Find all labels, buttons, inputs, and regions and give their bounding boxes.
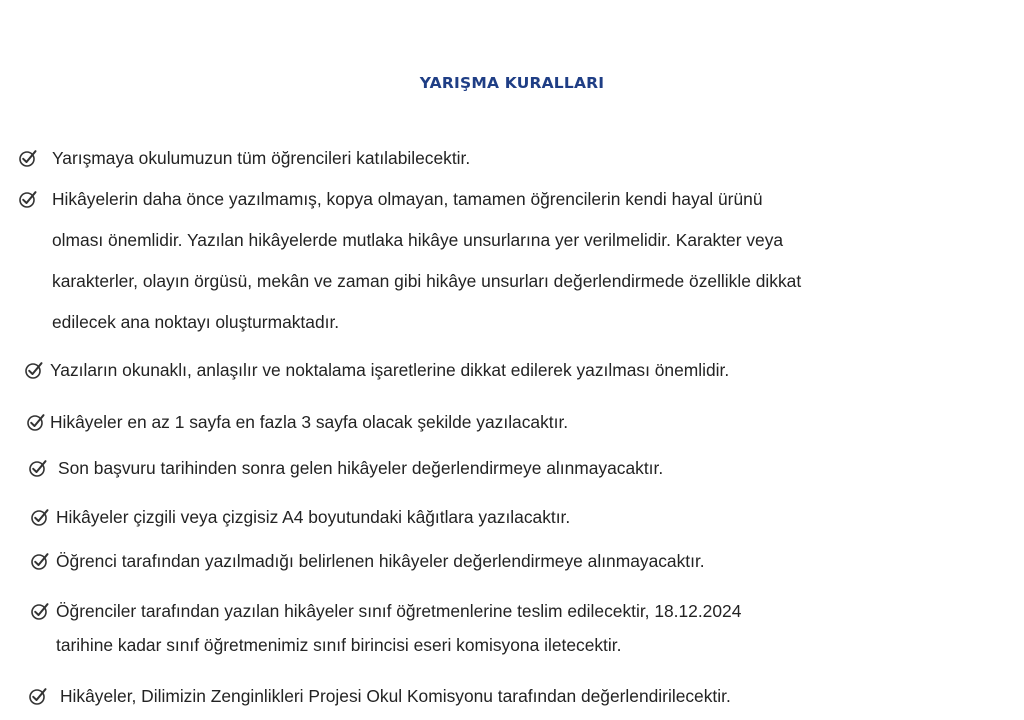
rule-text-line: Hikâyeler çizgili veya çizgisiz A4 boyutundaki kâğıtlara yazılacaktır. bbox=[56, 507, 571, 527]
rule-text-line: olması önemlidir. Yazılan hikâyelerde mutlaka hikâye unsurlarına yer verilmelidir. Karakter veya bbox=[52, 230, 784, 250]
rule-text-line: Hikâyeler, Dilimizin Zenginlikleri Projesi Okul Komisyonu tarafından değerlendirilecektir. bbox=[60, 686, 731, 706]
rule-text-line: Yarışmaya okulumuzun tüm öğrencileri katılabilecektir. bbox=[52, 148, 471, 168]
rule-text-line: Hikâyeler en az 1 sayfa en fazla 3 sayfa olacak şekilde yazılacaktır. bbox=[50, 412, 569, 432]
check-circle-icon bbox=[26, 412, 46, 432]
rule-text-line: karakterler, olayın örgüsü, mekân ve zaman gibi hikâye unsurları değerlendirmede özellikle dikkat bbox=[52, 271, 802, 291]
check-circle-icon bbox=[30, 507, 50, 527]
rule-text-line: Öğrenci tarafından yazılmadığı belirlenen hikâyeler değerlendirmeye alınmayacaktır. bbox=[56, 551, 705, 571]
rule-text-line: Son başvuru tarihinden sonra gelen hikâyeler değerlendirmeye alınmayacaktır. bbox=[58, 458, 664, 478]
rule-text-line: Öğrenciler tarafından yazılan hikâyeler sınıf öğretmenlerine teslim edilecektir, 18.12.2024 bbox=[56, 601, 742, 621]
document-title: YARIŞMA KURALLARI bbox=[419, 74, 605, 92]
rule-text-line: Hikâyelerin daha önce yazılmamış, kopya olmayan, tamamen öğrencilerin kendi hayal ürünü bbox=[52, 189, 763, 209]
check-circle-icon bbox=[30, 601, 50, 621]
check-circle-icon bbox=[30, 551, 50, 571]
check-circle-icon bbox=[28, 458, 48, 478]
check-circle-icon bbox=[18, 148, 38, 168]
rule-text-line: edilecek ana noktayı oluşturmaktadır. bbox=[52, 312, 340, 332]
rule-text-line: Yazıların okunaklı, anlaşılır ve noktalama işaretlerine dikkat edilerek yazılması önemlidir. bbox=[50, 360, 730, 380]
rule-text-line: tarihine kadar sınıf öğretmenimiz sınıf birincisi eseri komisyona iletecektir. bbox=[56, 635, 622, 655]
check-circle-icon bbox=[28, 686, 48, 706]
check-circle-icon bbox=[18, 189, 38, 209]
check-circle-icon bbox=[24, 360, 44, 380]
